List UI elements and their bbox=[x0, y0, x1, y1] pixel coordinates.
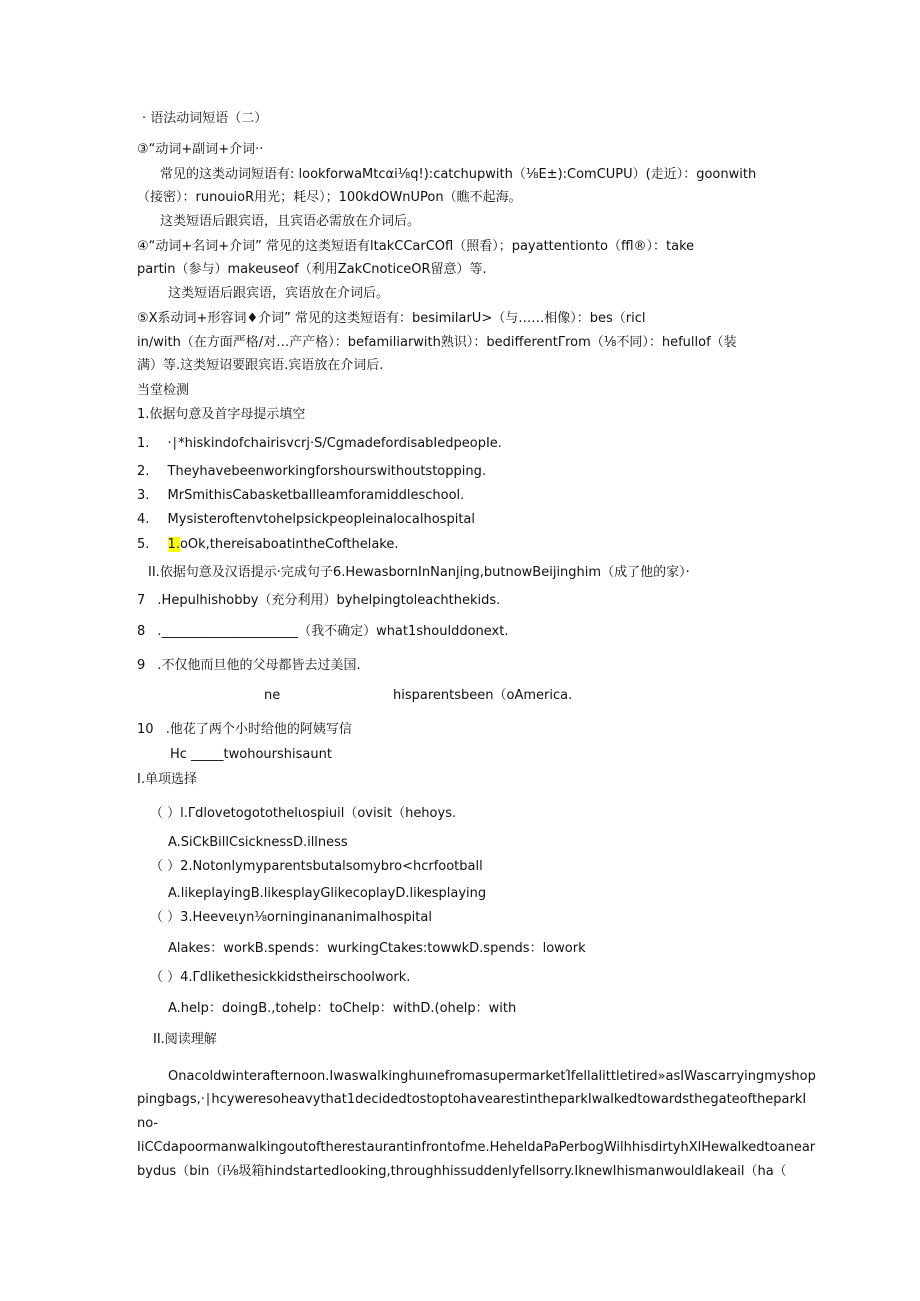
item-number: 5. bbox=[137, 537, 150, 552]
reading-line: pingbags,·∣hcyweresoheavythat1decidedtostoptohavearestintheparkIwalkedtowardsthegateoftheparkI bbox=[137, 1092, 807, 1107]
list-item bbox=[137, 463, 486, 481]
section4-line1: ④“动词+名词+介词” 常见的这类短语有ltakCCarCOfl（照看）；payattentionto（ffl®）：take bbox=[137, 239, 695, 254]
question-10-answer: Hc _____twohourshisaunt bbox=[170, 747, 332, 762]
section3-line2: （接密）：runouioR用光；耗尽）；100kdOWnUPon（瞧不起海。 bbox=[137, 190, 522, 205]
choice-question-1: （ ）l.Γdlovetogotothelιospiuil（ovisit（hehoys. bbox=[150, 806, 457, 821]
choice-question-3: （ ）3.Heeveιyn⅛orninginananimalhospital bbox=[150, 910, 432, 925]
list-item bbox=[137, 536, 398, 554]
choice-options-3: Alakes：workB.spends：wurkingCtakes:towwkD.spends：lowork bbox=[168, 941, 586, 956]
question-9-answer-a: ne bbox=[264, 688, 281, 703]
section3-line1: 常见的这类动词短语有: lookforwaMtcαi⅛q!):catchupwith（⅛E±):ComCUPU）(走近）：goonwith bbox=[160, 167, 757, 182]
item-number: 2. bbox=[137, 464, 150, 479]
section4-line2: partin（参与）makeuseof（利用ZakCnoticeOR留意）等. bbox=[137, 262, 487, 277]
highlight-mark: 1. bbox=[167, 537, 180, 552]
choice-options-4: A.help：doingB.,tohelp：toChelp：withD.(ohelp：with bbox=[168, 1001, 517, 1016]
reading-line: Onacoldwinterafternoon.IwaswalkinghuınefromasupermarketΊfellalittletired»asIWascarryingmyshop bbox=[168, 1069, 816, 1084]
section3-line3: 这类短语后跟宾语，且宾语必需放在介词后。 bbox=[160, 214, 421, 229]
list-item bbox=[137, 511, 475, 529]
reading-line: no- bbox=[137, 1116, 159, 1131]
choice-options-2: A.likeplayingB.likesplayGlikecoplayD.likesplaying bbox=[168, 886, 487, 901]
list-item bbox=[137, 487, 464, 505]
section4-line3: 这类短语后跟宾语，宾语放在介词后。 bbox=[168, 286, 390, 301]
part1-instruction: 1.依据句意及首字母提示填空 bbox=[137, 407, 306, 422]
section3-heading: ③“动词+副词+介词·· bbox=[137, 142, 264, 157]
question-8: 8 ._____________________（我不确定）what1shoulddonext. bbox=[137, 624, 509, 639]
question-9: 9 .不仅他而旦他的父母都皆去过美国. bbox=[137, 658, 361, 673]
page-title: · 语法动词短语（二） bbox=[142, 111, 268, 126]
reading-line: bydus（bin（i⅛圾箱hindstartedlooking,throughhissuddenlyfellsorry.IknewIhismanwouldlakeail（ha（ bbox=[137, 1164, 787, 1179]
choice-question-2: （ ）2.Notonlymyparentsbutalsomybro<hcrfootball bbox=[150, 859, 483, 874]
reading-title: II.阅读理解 bbox=[153, 1032, 217, 1047]
reading-line: IiCCdapoormanwalkingoutoftherestaurantinfrontofme.HeheldaPaPerbogWilhhisdirtyhXlHewalkedtoanear bbox=[137, 1140, 816, 1155]
part2-instruction: II.依据句意及汉语提示·完成句子6.HewasbornInNanjing,butnowBeijinghim（成了他的家）· bbox=[148, 565, 690, 580]
choice-options-1: A.SiCkBillCsicknessD.illness bbox=[168, 835, 348, 850]
section5-line2: in∕with（在方面严格/对…产产格）：befamiliarwith熟识）：bedifferentΓrom（⅛不同）：hefullof（装 bbox=[137, 335, 737, 350]
item-text: oOk,thereisaboatintheCofthelake. bbox=[179, 537, 399, 552]
check-title: 当堂检测 bbox=[137, 383, 190, 398]
item-text: Theyhavebeenworkingforshourswithoutstopping. bbox=[167, 464, 486, 479]
question-10: 10 .他花了两个小时给他的阿姨写信 bbox=[137, 722, 352, 737]
section5-line3: 满）等.这类短诏要跟宾语.宾语放在介词后. bbox=[137, 358, 384, 373]
item-text: ·∣*hiskindofchairisvcrj·S/CgmadefordisabIedpeopIe. bbox=[167, 436, 502, 451]
item-text: MrSmithisCabasketballleamforamiddleschool. bbox=[167, 488, 465, 503]
section5-line1: ⑤X系动词+形容词♦介词” 常见的这类短语有：besimilarU>（与……相像）：bes（ricl bbox=[137, 311, 646, 326]
item-number: 1. bbox=[137, 436, 150, 451]
list-item bbox=[137, 435, 502, 453]
item-number: 3. bbox=[137, 488, 150, 503]
choice-title: I.单项选择 bbox=[137, 772, 197, 787]
answer-blank[interactable]: ._____________________ bbox=[157, 624, 299, 639]
question-9-answer-b: hisparentsbeen（oAmerica. bbox=[393, 688, 573, 703]
item-number: 4. bbox=[137, 512, 150, 527]
item-text: Mysisteroftenvtohelpsickpeopleinalocalhospital bbox=[167, 512, 475, 527]
question-7: 7 .Hepulhishobby（充分利用）byhelpingtoleachthekids. bbox=[137, 593, 501, 608]
choice-question-4: （ ）4.Γdlikethesickkidstheirschoolwork. bbox=[150, 970, 411, 985]
